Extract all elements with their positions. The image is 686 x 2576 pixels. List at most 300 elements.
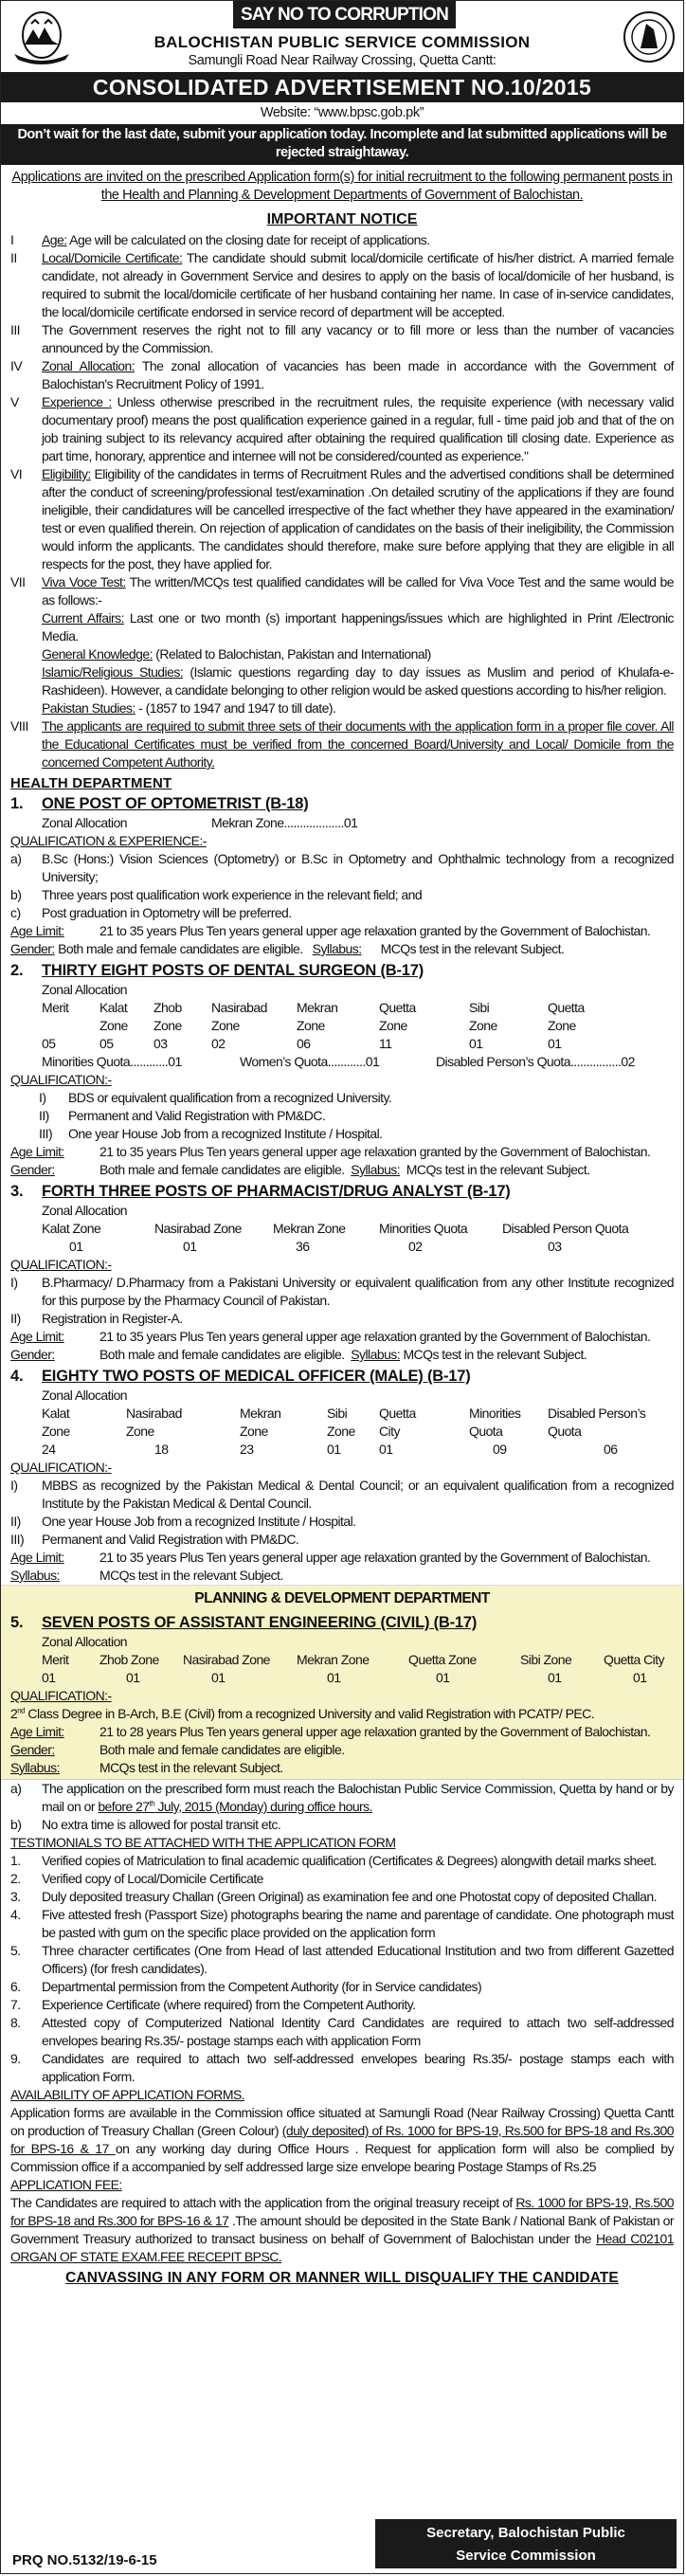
testimonial-item <box>1 1852 683 1870</box>
post-heading <box>1 793 683 814</box>
zone-header: Sibi Zone <box>520 1652 572 1667</box>
qualification-item <box>1 1107 683 1125</box>
item-marker: b) <box>10 1817 22 1832</box>
viva-subitem <box>1 645 683 663</box>
syllabus-row <box>1 1567 683 1585</box>
notice-item <box>1 231 683 249</box>
zone-value-row <box>1 1238 683 1256</box>
notice-label: Zonal Allocation: <box>42 358 135 373</box>
qualification-item <box>1 1531 683 1549</box>
zone-value: 11 <box>379 1036 392 1051</box>
testimonial-item <box>1 1870 683 1888</box>
testimonial-text: Experience Certificate (where required) from the Competent Authority. <box>42 1997 416 2012</box>
viva-subitem-text: - (1857 to 1947 and 1947 to till date). <box>135 700 336 716</box>
zone-value: 05 <box>99 1036 114 1051</box>
post-title: THIRTY EIGHT POSTS OF DENTAL SURGEON (B-17) <box>42 962 424 979</box>
zone-value: 02 <box>408 1239 423 1254</box>
zonal-allocation-label: Zonal Allocation <box>42 1388 128 1403</box>
zone-value: 01 <box>327 1442 341 1457</box>
zone-value-row <box>1 1441 683 1459</box>
zone-value: 18 <box>154 1442 169 1457</box>
notice-item <box>1 357 683 393</box>
zone-value: 06 <box>297 1036 311 1051</box>
syllabus-label: Syllabus: <box>10 1568 60 1583</box>
zone-header: Nasirabad Zone <box>183 1652 270 1667</box>
zone-header: Mekran Zone <box>273 1221 346 1236</box>
zone-value: 05 <box>42 1036 56 1051</box>
zone-header: Zone <box>379 1018 407 1033</box>
zone-header: Minorities <box>469 1406 521 1421</box>
qualification-class: 2 <box>10 1706 18 1721</box>
notice-text: Unless otherwise prescribed in the recruitment rules, the requisite experience (with necessary valid documentary proof) means the post qualification experience gained in a regular, full - time paid job and that of the on job training subject to its relevancy acquired after obtaining the required qualification till closing date. Experience as part time, honorary, apprentice and internee will not be considered/counted as experience." <box>42 394 674 463</box>
zone-header: Zone <box>99 1018 128 1033</box>
post-number: 1. <box>10 795 24 812</box>
fee-amounts: Rs. 1000 for BPS-19, Rs.500 for BPS-18 and Rs.300 for BPS-16 & 17 <box>10 2195 675 2228</box>
fee-head: Head C02101 ORGAN OF STATE EXAM.FEE RECEPIT BPSC. <box>10 2231 674 2264</box>
availability-text-2: on any working day during Office Hours . Request for application form will also be complied by Commission office if a accompanied by self addressed large size envelope bearing Postage Stamps of Rs.25 <box>10 2141 674 2174</box>
qualification-text: One year House Job from a recognized Institute / Hospital. <box>42 1514 356 1529</box>
qualification-text: Three years post qualification work experience in the relevant field; and <box>42 887 423 902</box>
fee-text: The Candidates are required to attach with the application from the original treasury receipt of <box>10 2195 516 2210</box>
submission-item <box>1 1780 683 1816</box>
testimonials-heading: TESTIMONIALS TO BE ATTACHED WITH THE APPLICATION FORM <box>10 1835 396 1850</box>
zone-header: Nasirabad Zone <box>154 1221 242 1236</box>
viva-subitem <box>1 699 683 717</box>
age-limit-text: 21 to 35 years Plus Ten years general upper age relaxation granted by the Government of Balochistan. <box>99 1550 651 1565</box>
canvassing-warning: CANVASSING IN ANY FORM OR MANNER WILL DISQUALIFY THE CANDIDATE <box>65 2270 619 2286</box>
item-marker: b) <box>10 887 22 902</box>
submission-item <box>1 1816 683 1834</box>
health-department-heading <box>1 775 683 791</box>
zone-header: Kalat <box>42 1406 70 1421</box>
age-limit-text: 21 to 35 years Plus Ten years general upper age relaxation granted by the Government of Balochistan. <box>99 1329 651 1344</box>
syllabus-label: Syllabus: <box>312 941 362 956</box>
secretary-signature-box <box>375 2519 677 2568</box>
prq-number: PRQ NO.5132/19-6-15 <box>12 2552 157 2568</box>
zone-value: 09 <box>493 1442 507 1457</box>
age-limit-label: Age Limit: <box>10 1550 64 1565</box>
zone-header: Zone <box>297 1018 325 1033</box>
gender-label: Gender: <box>10 1742 55 1757</box>
notice-number: I <box>10 232 14 247</box>
testimonial-item <box>1 1906 683 1942</box>
zonal-allocation-label: Zonal Allocation <box>42 982 128 997</box>
notice-item <box>1 321 683 357</box>
notice-label: Viva Voce Test: <box>42 574 126 590</box>
item-marker: II) <box>10 1514 21 1529</box>
item-marker: III) <box>10 1532 25 1547</box>
qualification-heading: QUALIFICATION:- <box>10 1688 112 1703</box>
gender-label: Gender: <box>10 1162 55 1177</box>
syllabus-label: Syllabus: <box>351 1162 401 1177</box>
testimonial-text: Three character certificates (One from Head of last attended Educational Institution and two from different Gazetted Officers) (for fresh candidates). <box>42 1943 674 1976</box>
zone-header: Nasirabad <box>211 1000 267 1015</box>
zone-header: Minorities Quota <box>379 1221 468 1236</box>
qualification-heading: QUALIFICATION:- <box>10 1460 112 1475</box>
viva-subitem <box>1 663 683 699</box>
availability-paragraph <box>1 2104 683 2176</box>
zone-header: Merit <box>42 1652 69 1667</box>
deadline-warning-band: Don’t wait for the last date, submit your application today. Incomplete and lat submitted applications will be rejected straightaway. <box>1 124 683 165</box>
age-limit <box>1 1328 683 1346</box>
zone-header: Quetta <box>379 1000 416 1015</box>
testimonial-text: Verified copy of Local/Domicile Certificate <box>42 1871 263 1886</box>
post-heading <box>1 1366 683 1387</box>
item-marker: a) <box>10 851 22 866</box>
post-number: 5. <box>10 1614 24 1631</box>
zone-header: Quetta Zone <box>408 1652 477 1667</box>
zone-header-row <box>1 1220 683 1238</box>
zone-value: 01 <box>469 1036 483 1051</box>
zone-header: Kalat <box>99 1000 128 1015</box>
notice-item <box>1 393 683 465</box>
qualification-item <box>1 904 683 922</box>
viva-subitem-label: Current Affairs: <box>42 610 124 626</box>
advertisement-title: CONSOLIDATED ADVERTISEMENT NO.10/2015 <box>1 72 683 102</box>
zone-header: Zone <box>548 1018 576 1033</box>
age-limit <box>1 1549 683 1567</box>
zone-header: Zone <box>126 1424 154 1439</box>
qualification-item <box>1 1274 683 1310</box>
zone-value: 01 <box>436 1670 450 1685</box>
item-number: 8. <box>10 2015 21 2030</box>
zone-header: Mekran <box>297 1000 338 1015</box>
zonal-allocation-table <box>1 1651 683 1687</box>
qualification-item <box>1 1310 683 1328</box>
zonal-allocation-label: Zonal Allocation <box>42 1634 128 1649</box>
post-medical-officer <box>1 1366 683 1585</box>
qualification-text: MBBS as recognized by the Pakistan Medical & Dental Council; or an equivalent qualification from a recognized Institute by the Pakistan Medical & Dental Council. <box>42 1478 674 1511</box>
post-heading <box>1 960 683 981</box>
gender-text: Both male and female candidates are eligible. <box>99 1347 345 1362</box>
post-heading <box>1 1181 683 1202</box>
womens-quota: Women’s Quota............01 <box>240 1054 380 1069</box>
zone-header: Disabled Person’s <box>548 1406 646 1421</box>
notice-label: Age: <box>42 232 67 247</box>
header <box>1 1 683 72</box>
organization-address: Samungli Road Near Railway Crossing, Quetta Cantt: <box>188 53 496 68</box>
zone-header: Sibi <box>327 1406 348 1421</box>
age-limit <box>1 1143 683 1161</box>
notice-text: The applicants are required to submit three sets of their documents with the application form in a proper file cover. All the Educational Certificates must be verified from the concerned Board/University and Local/ Domicile from the concerned Competent Authority. <box>42 718 674 770</box>
zone-value: 01 <box>211 1670 226 1685</box>
qualification-item <box>1 1513 683 1531</box>
planning-development-section <box>1 1585 683 1780</box>
important-notice-title: IMPORTANT NOTICE <box>266 211 418 227</box>
age-limit-label: Age Limit: <box>10 923 64 938</box>
zone-value: 02 <box>211 1036 226 1051</box>
gender-syllabus-row <box>1 940 683 958</box>
notice-number: IV <box>10 358 23 373</box>
zone-header: Zone <box>327 1424 355 1439</box>
item-marker: I) <box>10 1478 18 1493</box>
notice-item <box>1 573 683 609</box>
quota-row <box>1 1053 683 1071</box>
zonal-allocation-table <box>1 1405 683 1459</box>
zone-header: Quetta City <box>604 1652 664 1667</box>
post-title: ONE POST OF OPTOMETRIST (B-18) <box>42 795 309 812</box>
qualification-item <box>1 1477 683 1513</box>
notice-text: Age will be calculated on the closing date for receipt of applications. <box>66 232 430 247</box>
zone-value: 01 <box>327 1670 341 1685</box>
post-number: 2. <box>10 962 24 979</box>
zone-header: Zone <box>153 1018 182 1033</box>
syllabus-text: MCQs test in the relevant Subject. <box>380 941 565 956</box>
zone-value: 01 <box>69 1239 83 1254</box>
zone-header: Quota <box>469 1424 503 1439</box>
notice-number: VIII <box>10 718 28 734</box>
secretary-line-2: Service Commission <box>456 2548 596 2564</box>
item-number: 7. <box>10 1997 21 2012</box>
post-pharmacist <box>1 1181 683 1364</box>
qualification-item <box>1 886 683 904</box>
zone-value-row <box>1 1669 683 1687</box>
zone-header: Quetta <box>379 1406 416 1421</box>
syllabus-text: MCQs test in the relevant Subject. <box>99 1568 283 1583</box>
qualification-text: Permanent and Valid Registration with PM&DC. <box>42 1532 299 1547</box>
item-number: 1. <box>10 1853 21 1868</box>
availability-text: Application forms are available in the Commission office situated at Samungli Road (Near Railway Crossing) Quetta Cantt on production of Treasury Challan (Green Colour) <box>10 2105 674 2138</box>
zone-value: 06 <box>604 1442 618 1457</box>
deadline-text <box>98 1799 372 1814</box>
age-limit-label: Age Limit: <box>10 1144 64 1159</box>
item-marker: II) <box>10 1311 21 1326</box>
qualification-item <box>1 1125 683 1143</box>
secretary-line-1: Secretary, Balochistan Public <box>426 2525 625 2541</box>
qualification-text: Registration in Register-A. <box>42 1311 183 1326</box>
notice-label: Local/Domicile Certificate: <box>42 250 183 265</box>
notice-text: The candidate should submit local/domicile certificate of his/her district. A married female candidate, not already in Government Service and desires to apply on the basis of local/domicile of her husband, is required to submit the local/domicile certificate of her husband containing her name. In case of in-service candidates, the local/domicile certificate endorsed in service record of department will be accepted. <box>42 250 675 319</box>
item-number: 4. <box>10 1907 21 1922</box>
submission-text: The application on the prescribed form must reach the Balochistan Public Service Commission, Quetta by hand or by mail on or <box>42 1781 674 1814</box>
qualification-text: B.Pharmacy/ D.Pharmacy from a Pakistani University or equivalent qualification from any other Institute recognized for this purpose by the Pharmacy Council of Pakistan. <box>42 1275 674 1308</box>
post-number: 3. <box>10 1183 24 1200</box>
syllabus-text: MCQs test in the relevant Subject. <box>99 1760 283 1775</box>
deadline-detail: July, 2015 (Monday) during office hours. <box>154 1799 372 1814</box>
syllabus-label: Syllabus: <box>351 1347 401 1362</box>
fee-text-2: .The amount should be deposited in the State Bank / National Bank of Pakistan or Government Treasury authorized to transact business on behalf of Government of Balochistan under the <box>10 2213 674 2246</box>
testimonial-item <box>1 2050 683 2086</box>
say-no-to-corruption-banner: SAY NO TO CORRUPTION <box>233 1 456 28</box>
minorities-quota: Minorities Quota............01 <box>42 1054 182 1069</box>
zone-value: 03 <box>153 1036 168 1051</box>
notice-item <box>1 465 683 573</box>
gender-label: Gender: <box>10 941 55 956</box>
submission-text: No extra time is allowed for postal transit etc. <box>42 1817 281 1832</box>
qualification-text: BDS or equivalent qualification from a recognized University. <box>68 1090 392 1105</box>
notice-text: The Government reserves the right not to fill any vacancy or to fill more or less than the number of vacancies announced by the Commission. <box>42 322 674 355</box>
qualification-text: Post graduation in Optometry will be preferred. <box>42 905 292 920</box>
viva-subitem-label: Islamic/Religious Studies: <box>42 664 184 680</box>
qualification-text: B.Sc (Hons:) Vision Sciences (Optometry) or B.Sc in Optometry and Ophthalmic technology from a recognized University; <box>42 851 674 884</box>
viva-subitem-text: Last one or two month (s) important happenings/issues which are highlighted in Print /Electronic Media. <box>42 610 675 644</box>
zone-value: 01 <box>633 1670 647 1685</box>
zone-header: Zone <box>211 1018 240 1033</box>
website-link[interactable]: Website: “www.bpsc.gob.pk” <box>260 105 424 120</box>
viva-subitem-text: (Islamic questions regarding day to day issues as Muslim and period of Khulafa-e-Rashideen). However, a candidate belonging to other religion would be asked questions according to his/her religion. <box>42 664 675 698</box>
zone-header-row <box>1 999 683 1017</box>
zone-value: 24 <box>42 1442 56 1457</box>
qualification-heading: QUALIFICATION & EXPERIENCE:- <box>10 833 207 848</box>
age-limit-label: Age Limit: <box>10 1724 64 1739</box>
testimonial-item <box>1 2014 683 2050</box>
post-dental-surgeon <box>1 960 683 1179</box>
testimonial-item <box>1 1942 683 1978</box>
gender-text: Both male and female candidates are eligible. <box>99 1162 345 1177</box>
availability-heading: AVAILABILITY OF APPLICATION FORMS. <box>10 2087 245 2102</box>
item-number: 5. <box>10 1943 21 1958</box>
zone-header: Merit <box>42 1000 69 1015</box>
zone-header: Mekran <box>240 1406 281 1421</box>
viva-subitem <box>1 609 683 645</box>
gender-syllabus-row <box>1 1161 683 1179</box>
planning-department-title: PLANNING & DEVELOPMENT DEPARTMENT <box>194 1590 490 1606</box>
post-number: 4. <box>10 1368 24 1385</box>
testimonial-item <box>1 1888 683 1906</box>
gender-syllabus-row <box>1 1346 683 1364</box>
submission-instructions <box>1 1780 683 2266</box>
age-limit <box>1 922 683 940</box>
item-marker: I) <box>10 1275 18 1290</box>
zone-value: 23 <box>240 1442 254 1457</box>
qualification-heading: QUALIFICATION:- <box>10 1257 112 1272</box>
notice-number: V <box>10 394 19 409</box>
age-limit-label: Age Limit: <box>10 1329 64 1344</box>
zone-header: Quetta <box>548 1000 585 1015</box>
testimonial-item <box>1 1978 683 1996</box>
viva-subitem-text: (Related to Balochistan, Pakistan and International) <box>152 646 431 662</box>
zonal-allocation-row <box>1 814 683 832</box>
qualification-text <box>1 1705 683 1723</box>
qualification-detail: Class Degree in B-Arch, B.E (Civil) from a recognized University and valid Registration with PCATP/ PEC. <box>25 1706 595 1721</box>
item-number: 3. <box>10 1889 21 1904</box>
health-department-title: HEALTH DEPARTMENT <box>10 775 172 791</box>
zone-value: 01 <box>183 1239 197 1254</box>
notice-item <box>1 249 683 321</box>
disabled-quota: Disabled Person’s Quota................02 <box>436 1054 635 1069</box>
age-limit <box>1 1723 683 1741</box>
zone-header: Zone <box>240 1424 268 1439</box>
zone-header: Nasirabad <box>126 1406 182 1421</box>
zone-header: Sibi <box>469 1000 490 1015</box>
zone-header: Zone <box>469 1018 497 1033</box>
syllabus-text: MCQs test in the relevant Subject. <box>406 1162 590 1177</box>
viva-subitem-label: General Knowledge: <box>42 646 153 662</box>
zone-header-row <box>1 1651 683 1669</box>
notice-number: VII <box>10 574 26 590</box>
gender-row <box>1 1741 683 1759</box>
fee-paragraph <box>1 2194 683 2266</box>
post-title: EIGHTY TWO POSTS OF MEDICAL OFFICER (MALE) (B-17) <box>42 1368 471 1385</box>
zonal-allocation-label: Zonal Allocation <box>42 1203 128 1218</box>
gender-text: Both male and female candidates are eligible. <box>99 1742 345 1757</box>
item-marker: a) <box>10 1781 22 1796</box>
syllabus-text: MCQs test in the relevant Subject. <box>403 1347 587 1362</box>
item-marker: II) <box>39 1108 49 1123</box>
item-marker: I) <box>39 1090 46 1105</box>
zone-header: Disabled Person Quota <box>502 1221 629 1236</box>
zonal-allocation-table <box>1 999 683 1071</box>
qualification-text: Permanent and Valid Registration with PM&DC. <box>68 1108 326 1123</box>
ordinal-suffix: th <box>149 1799 155 1808</box>
item-number: 2. <box>10 1871 21 1886</box>
notice-number: III <box>10 322 21 337</box>
notice-item <box>1 717 683 771</box>
bpsc-seal-icon <box>622 9 677 65</box>
qualification-item <box>1 850 683 886</box>
post-heading <box>1 1612 683 1633</box>
zonal-allocation-table <box>1 1220 683 1256</box>
notice-number: VI <box>10 466 23 481</box>
zone-header: Zone <box>42 1424 70 1439</box>
zonal-allocation-label: Zonal Allocation <box>42 815 128 830</box>
zone-header: Quota <box>548 1424 582 1439</box>
age-limit-text: 21 to 35 years Plus Ten years general upper age relaxation granted by the Government of Balochistan. <box>99 923 651 938</box>
fee-heading: APPLICATION FEE: <box>10 2177 122 2192</box>
zone-value: 01 <box>548 1670 562 1685</box>
zone-value: 36 <box>296 1239 310 1254</box>
qualification-heading: QUALIFICATION:- <box>10 1072 112 1087</box>
zone-value: 01 <box>42 1670 56 1685</box>
availability-fees: (duly deposited) of Rs. 1000 for BPS-19, Rs.500 for BPS-18 and Rs.300 for BPS-16 & 17 <box>10 2123 674 2156</box>
zone-header-row <box>1 1405 683 1423</box>
zone-header-row-2 <box>1 1423 683 1441</box>
zone-value: 03 <box>548 1239 562 1254</box>
organization-name: BALOCHISTAN PUBLIC SERVICE COMMISSION <box>153 33 531 51</box>
item-number: 9. <box>10 2051 21 2066</box>
zone-value: 01 <box>548 1036 562 1051</box>
notice-label: Eligibility: <box>42 466 91 481</box>
notice-list <box>1 231 683 771</box>
post-title: FORTH THREE POSTS OF PHARMACIST/DRUG ANALYST (B-17) <box>42 1183 511 1200</box>
testimonial-text: Candidates are required to attach two self-addressed envelopes bearing Rs.35/- postage stamps each with application Form. <box>42 2051 674 2084</box>
zone-value-row <box>1 1035 683 1053</box>
testimonial-text: Departmental permission from the Competent Authority (for in Service candidates) <box>42 1979 482 1994</box>
notice-label: Experience : <box>42 394 112 409</box>
notice-number: II <box>10 250 17 265</box>
notice-text: The written/MCQs test qualified candidates will be called for Viva Voce Test and the same would be as follows:- <box>42 574 674 608</box>
testimonial-text: Verified copies of Matriculation to final academic qualification (Certificates & Degrees) alongwith detail marks sheet. <box>42 1853 657 1868</box>
important-notice-heading <box>1 211 683 228</box>
testimonial-text: Five attested fresh (Passport Size) photographs bearing the name and parentage of candidate. One photograph must be pasted with gum on the specific place provided on the application form <box>42 1907 674 1940</box>
post-title: SEVEN POSTS OF ASSISTANT ENGINEERING (CIVIL) (B-17) <box>42 1614 478 1631</box>
syllabus-row <box>1 1759 683 1777</box>
zone-header: Mekran Zone <box>297 1652 370 1667</box>
ordinal-suffix: nd <box>17 1706 26 1715</box>
zone-header: Zhob Zone <box>99 1652 159 1667</box>
testimonial-item <box>1 1996 683 2014</box>
age-limit-text: 21 to 28 years Plus Ten years general upper age relaxation granted by the Government of Balochistan. <box>99 1724 651 1739</box>
item-number: 6. <box>10 1979 21 1994</box>
intro-text: Applications are invited on the prescribed Application form(s) for initial recruitment to the following permanent posts in the Health and Planning & Development Departments of Government of Balochistan. <box>11 170 673 203</box>
qualification-text: One year House Job from a recognized Institute / Hospital. <box>68 1126 383 1141</box>
zone-header: Zhob <box>153 1000 182 1015</box>
testimonial-text: Duly deposited treasury Challan (Green Original) as examination fee and one Photostat copy of deposited Challan. <box>42 1889 657 1904</box>
age-limit-text: 21 to 35 years Plus Ten years general upper age relaxation granted by the Government of Balochistan. <box>99 1144 651 1159</box>
zone-header: Kalat Zone <box>42 1221 101 1236</box>
notice-text: Eligibility of the candidates in terms of Recruitment Rules and the advertised conditions shall be determined after the conduct of screening/professional test/examination .On detailed scrutiny of the applications if they are found ineligible, their candidatures will be cancelled irrespective of the fact whether they have appeared in the examination/ test or even qualified therein. On rejection of application of candidates on the basis of their ineligibility, the Commission would inform the applicants. The candidates should therefore, make sure before applying that they are eligible in all respects for the post, they have applied for. <box>42 466 674 571</box>
notice-text: The zonal allocation of vacancies has been made in accordance with the Government of Balochistan's Recruitment Policy of 1991. <box>42 358 674 391</box>
zonal-allocation-value: Mekran Zone...................01 <box>211 815 358 830</box>
item-marker: III) <box>39 1126 53 1141</box>
deadline-date: before 27 <box>98 1799 150 1814</box>
zone-header-row-2 <box>1 1017 683 1035</box>
viva-subitem-label: Pakistan Studies: <box>42 700 135 716</box>
gender-label: Gender: <box>10 1347 55 1362</box>
qualification-item <box>1 1089 683 1107</box>
item-marker: c) <box>10 905 21 920</box>
post-optometrist <box>1 793 683 958</box>
